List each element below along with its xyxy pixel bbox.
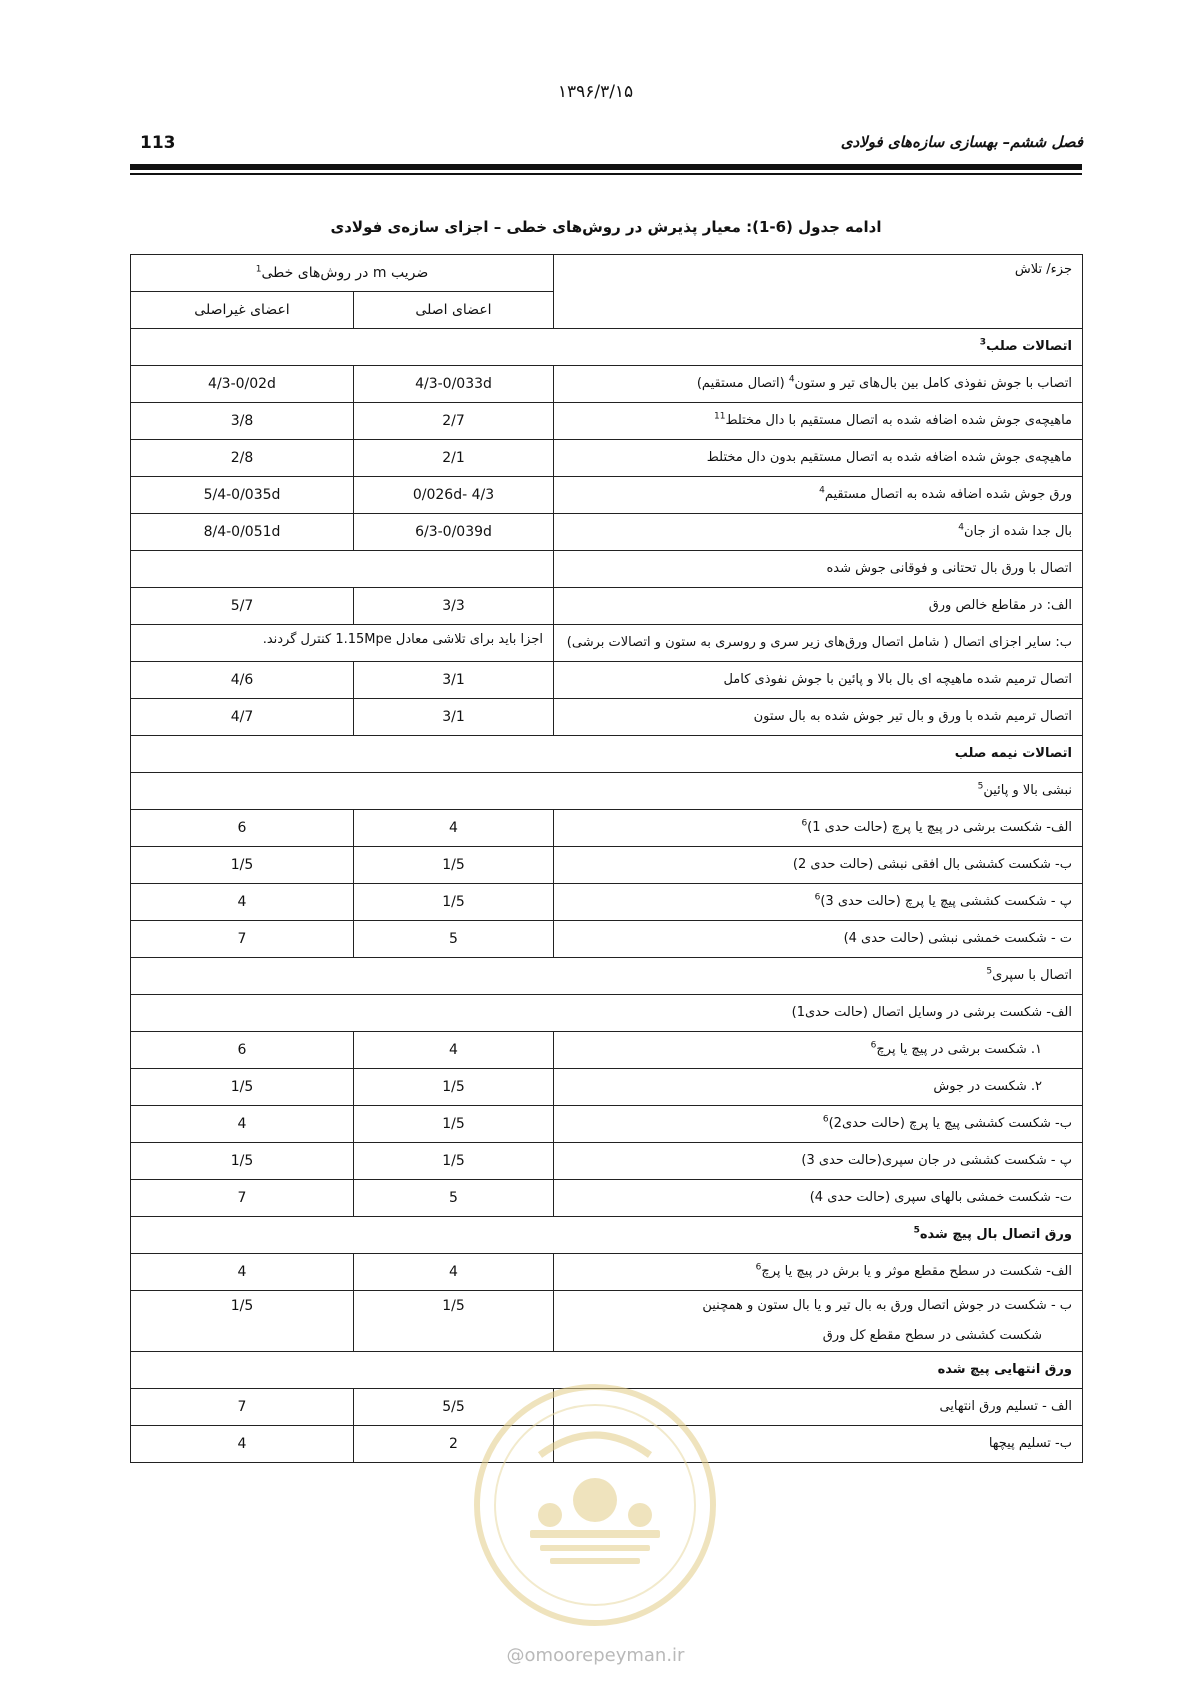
row-label: ت- شکست خمشی بالهای سپری (حالت حدی 4) bbox=[809, 1190, 1072, 1205]
secondary-value-cell: 4/3-0/02d bbox=[131, 366, 354, 403]
row-label: اتصال ترمیم شده ماهیچه ای بال بالا و پائین با جوش نفوذی کامل bbox=[723, 672, 1072, 687]
row-label: ماهیچه‌ی جوش شده اضافه شده به اتصال مستقیم با دال مختلط bbox=[725, 413, 1072, 428]
footnote-ref: 11 bbox=[714, 411, 726, 422]
row-label: نبشی بالا و پائین bbox=[983, 783, 1072, 798]
primary-value-cell: 1/5 bbox=[354, 847, 554, 884]
footnote-ref: 4 bbox=[958, 522, 964, 533]
table-row bbox=[131, 1291, 1083, 1352]
component-cell bbox=[554, 625, 1083, 662]
table-row bbox=[131, 736, 1083, 773]
row-label: ورق جوش شده اضافه شده به اتصال مستقیم bbox=[824, 487, 1072, 502]
table-row bbox=[131, 1106, 1083, 1143]
row-label: الف- شکست در سطح مقطع موثر و یا برش در پیچ یا پرچ bbox=[761, 1264, 1072, 1279]
secondary-value-cell: 6 bbox=[131, 810, 354, 847]
primary-value-cell: 5/5 bbox=[354, 1389, 554, 1426]
primary-value-cell: 5 bbox=[354, 921, 554, 958]
row-label: اتصالات نیمه صلب bbox=[954, 746, 1072, 761]
row-label: الف- شکست برشی در پیچ یا پرچ (حالت حدی 1) bbox=[807, 820, 1072, 835]
row-label: الف - تسلیم ورق انتهایی bbox=[939, 1399, 1072, 1414]
watermark-url: @omoorepeyman.ir bbox=[506, 1645, 685, 1666]
header-m-factor bbox=[131, 255, 554, 292]
row-label: ت - شکست خمشی نبشی (حالت حدی 4) bbox=[843, 931, 1072, 946]
secondary-value-cell: 4 bbox=[131, 1426, 354, 1463]
row-label: بال جدا شده از جان bbox=[964, 524, 1072, 539]
row-label: اتصال با سپری bbox=[992, 968, 1072, 983]
footnote-ref: 6 bbox=[814, 892, 821, 903]
row-label: ب- شکست کششی بال افقی نبشی (حالت حدی 2) bbox=[792, 857, 1072, 872]
table-row bbox=[131, 699, 1083, 736]
header-m-factor-sup: 1 bbox=[255, 264, 262, 275]
component-cell bbox=[554, 1032, 1083, 1069]
primary-value-cell: 4 bbox=[354, 1254, 554, 1291]
header-component-label: جزء/ تلاش bbox=[1014, 262, 1072, 277]
component-cell bbox=[554, 699, 1083, 736]
row-label: پ - شکست کششی پیچ یا پرچ (حالت حدی 3) bbox=[820, 894, 1072, 909]
secondary-value-cell: 7 bbox=[131, 1389, 354, 1426]
table-row bbox=[131, 403, 1083, 440]
footnote-ref: 5 bbox=[977, 781, 984, 792]
table-row bbox=[131, 995, 1083, 1032]
component-cell bbox=[554, 514, 1083, 551]
primary-value-cell: 2/7 bbox=[354, 403, 554, 440]
row-label-line2: شکست کششی در سطح مقطع کل ورق bbox=[822, 1328, 1042, 1343]
table-row bbox=[131, 884, 1083, 921]
primary-value-cell: 2 bbox=[354, 1426, 554, 1463]
acceptance-criteria-table bbox=[130, 254, 1083, 1463]
page-number: 113 bbox=[140, 133, 176, 153]
table-row bbox=[131, 921, 1083, 958]
running-title: فصل ششم– بهسازی سازه‌های فولادی bbox=[840, 133, 1083, 151]
row-label: اتصال با ورق بال تحتانی و فوقانی جوش شده bbox=[826, 561, 1072, 576]
component-cell bbox=[554, 1291, 1083, 1352]
table-row bbox=[131, 1069, 1083, 1106]
section-cell bbox=[131, 736, 1083, 773]
table-row bbox=[131, 440, 1083, 477]
secondary-value-cell: 7 bbox=[131, 921, 354, 958]
table-row bbox=[131, 625, 1083, 662]
component-cell bbox=[554, 921, 1083, 958]
secondary-value-cell: 1/5 bbox=[131, 1143, 354, 1180]
table-row bbox=[131, 477, 1083, 514]
table-row bbox=[131, 1180, 1083, 1217]
component-cell bbox=[554, 810, 1083, 847]
header-m-factor-label: ضریب m در روش‌های خطی bbox=[261, 265, 429, 281]
primary-value-cell: 1/5 bbox=[354, 1143, 554, 1180]
section-cell bbox=[131, 329, 1083, 366]
row-label: اتصال ترمیم شده با ورق و بال تیر جوش شده به بال ستون bbox=[753, 709, 1072, 724]
row-label: پ - شکست کششی در جان سپری(حالت حدی 3) bbox=[801, 1153, 1072, 1168]
component-cell bbox=[554, 847, 1083, 884]
stamp-logo bbox=[470, 1380, 720, 1630]
footnote-ref: 6 bbox=[801, 818, 808, 829]
footnote-ref: 6 bbox=[822, 1114, 829, 1125]
header-primary: اعضای اصلی bbox=[354, 292, 554, 329]
primary-value-cell: 4/3-0/033d bbox=[354, 366, 554, 403]
table-row bbox=[131, 662, 1083, 699]
section-cell bbox=[131, 958, 1083, 995]
component-cell bbox=[554, 588, 1083, 625]
footnote-ref: 6 bbox=[755, 1262, 762, 1273]
row-label: ب: سایر اجزای اتصال ( شامل اتصال ورق‌های زیر سری و روسری به ستون و اتصالات برشی) bbox=[566, 635, 1072, 650]
component-cell bbox=[554, 551, 1083, 588]
component-cell bbox=[554, 1106, 1083, 1143]
secondary-value-cell: 4/7 bbox=[131, 699, 354, 736]
row-label-suffix: (اتصال مستقیم) bbox=[696, 376, 789, 391]
secondary-value-cell: 2/8 bbox=[131, 440, 354, 477]
secondary-value-cell: 4 bbox=[131, 884, 354, 921]
primary-value-cell: 6/3-0/039d bbox=[354, 514, 554, 551]
primary-value-cell: 1/5 bbox=[354, 1069, 554, 1106]
table-row bbox=[131, 514, 1083, 551]
secondary-value-cell: 1/5 bbox=[131, 1291, 354, 1352]
footnote-ref: 4 bbox=[819, 485, 825, 496]
section-cell bbox=[131, 773, 1083, 810]
footnote-ref: 6 bbox=[870, 1040, 877, 1051]
row-label: الف: در مقاطع خالص ورق bbox=[928, 598, 1072, 613]
primary-value-cell: 3/1 bbox=[354, 662, 554, 699]
component-cell bbox=[554, 1069, 1083, 1106]
row-label: ورق انتهایی پیچ شده bbox=[937, 1362, 1072, 1377]
component-cell bbox=[554, 1254, 1083, 1291]
component-cell bbox=[554, 1180, 1083, 1217]
secondary-value-cell: 1/5 bbox=[131, 1069, 354, 1106]
primary-value-cell: 4/3 -0/026d bbox=[354, 477, 554, 514]
merged-note-cell: اجزا باید برای تلاشی معادل 1.15Mpe کنترل گردند. bbox=[131, 625, 554, 662]
footnote-ref: 4 bbox=[788, 374, 795, 385]
table-body bbox=[131, 329, 1083, 1463]
row-label: ب - شکست در جوش اتصال ورق به بال تیر و یا بال ستون و همچنین bbox=[702, 1298, 1072, 1313]
row-label: اتصالات صلب bbox=[986, 339, 1072, 354]
footnote-ref: 5 bbox=[986, 966, 993, 977]
primary-value-cell: 5 bbox=[354, 1180, 554, 1217]
secondary-value-cell: 3/8 bbox=[131, 403, 354, 440]
table-row bbox=[131, 551, 1083, 588]
secondary-value-cell: 7 bbox=[131, 1180, 354, 1217]
primary-value-cell: 3/3 bbox=[354, 588, 554, 625]
row-label: ب- تسلیم پیچها bbox=[988, 1436, 1072, 1451]
secondary-value-cell: 5/7 bbox=[131, 588, 354, 625]
component-cell bbox=[554, 403, 1083, 440]
section-cell bbox=[131, 1217, 1083, 1254]
table-row bbox=[131, 329, 1083, 366]
table-caption: ادامه جدول (6-1): معیار پذیرش در روش‌های خطی – اجزای سازه‌ی فولادی bbox=[330, 218, 882, 236]
table-row bbox=[131, 958, 1083, 995]
secondary-value-cell: 8/4-0/051d bbox=[131, 514, 354, 551]
secondary-value-cell: 4 bbox=[131, 1254, 354, 1291]
row-label: اتصاب با جوش نفوذی کامل بین بال‌های تیر و ستون bbox=[794, 376, 1072, 391]
component-cell bbox=[554, 477, 1083, 514]
secondary-value-cell: 5/4-0/035d bbox=[131, 477, 354, 514]
header-secondary: اعضای غیراصلی bbox=[131, 292, 354, 329]
table-row bbox=[131, 810, 1083, 847]
footnote-ref: 3 bbox=[979, 337, 987, 348]
table-row bbox=[131, 366, 1083, 403]
row-label: ورق اتصال بال پیچ شده bbox=[919, 1227, 1072, 1242]
table-row bbox=[131, 588, 1083, 625]
component-cell bbox=[554, 366, 1083, 403]
secondary-value-cell: 1/5 bbox=[131, 847, 354, 884]
row-label: ۲. شکست در جوش bbox=[933, 1079, 1042, 1094]
table-row bbox=[131, 1032, 1083, 1069]
secondary-value-cell: 4 bbox=[131, 1106, 354, 1143]
primary-value-cell: 1/5 bbox=[354, 884, 554, 921]
document-date: ۱۳۹۶/۳/۱۵ bbox=[557, 82, 634, 102]
component-cell bbox=[554, 884, 1083, 921]
table-row bbox=[131, 847, 1083, 884]
primary-value-cell: 4 bbox=[354, 1032, 554, 1069]
component-cell bbox=[554, 1143, 1083, 1180]
header-rule-thick bbox=[130, 164, 1082, 170]
footnote-ref: 5 bbox=[913, 1225, 920, 1236]
empty-cell bbox=[131, 551, 554, 588]
primary-value-cell: 1/5 bbox=[354, 1291, 554, 1352]
component-cell bbox=[554, 440, 1083, 477]
header-component bbox=[554, 255, 1083, 329]
row-label: ب- شکست کششی پیچ یا پرچ (حالت حدی2) bbox=[828, 1116, 1072, 1131]
primary-value-cell: 1/5 bbox=[354, 1106, 554, 1143]
row-label: ماهیچه‌ی جوش شده اضافه شده به اتصال مستقیم بدون دال مختلط bbox=[706, 450, 1072, 465]
secondary-value-cell: 6 bbox=[131, 1032, 354, 1069]
header-rule-thin bbox=[130, 173, 1082, 175]
section-cell bbox=[131, 995, 1083, 1032]
table-row bbox=[131, 773, 1083, 810]
secondary-value-cell: 4/6 bbox=[131, 662, 354, 699]
row-label: ۱. شکست برشی در پیچ یا پرچ bbox=[876, 1042, 1042, 1057]
row-label: الف- شکست برشی در وسایل اتصال (حالت حدی1) bbox=[791, 1005, 1072, 1020]
component-cell bbox=[554, 662, 1083, 699]
primary-value-cell: 2/1 bbox=[354, 440, 554, 477]
table-row bbox=[131, 1143, 1083, 1180]
table-row bbox=[131, 1217, 1083, 1254]
primary-value-cell: 4 bbox=[354, 810, 554, 847]
table-row bbox=[131, 1254, 1083, 1291]
primary-value-cell: 3/1 bbox=[354, 699, 554, 736]
